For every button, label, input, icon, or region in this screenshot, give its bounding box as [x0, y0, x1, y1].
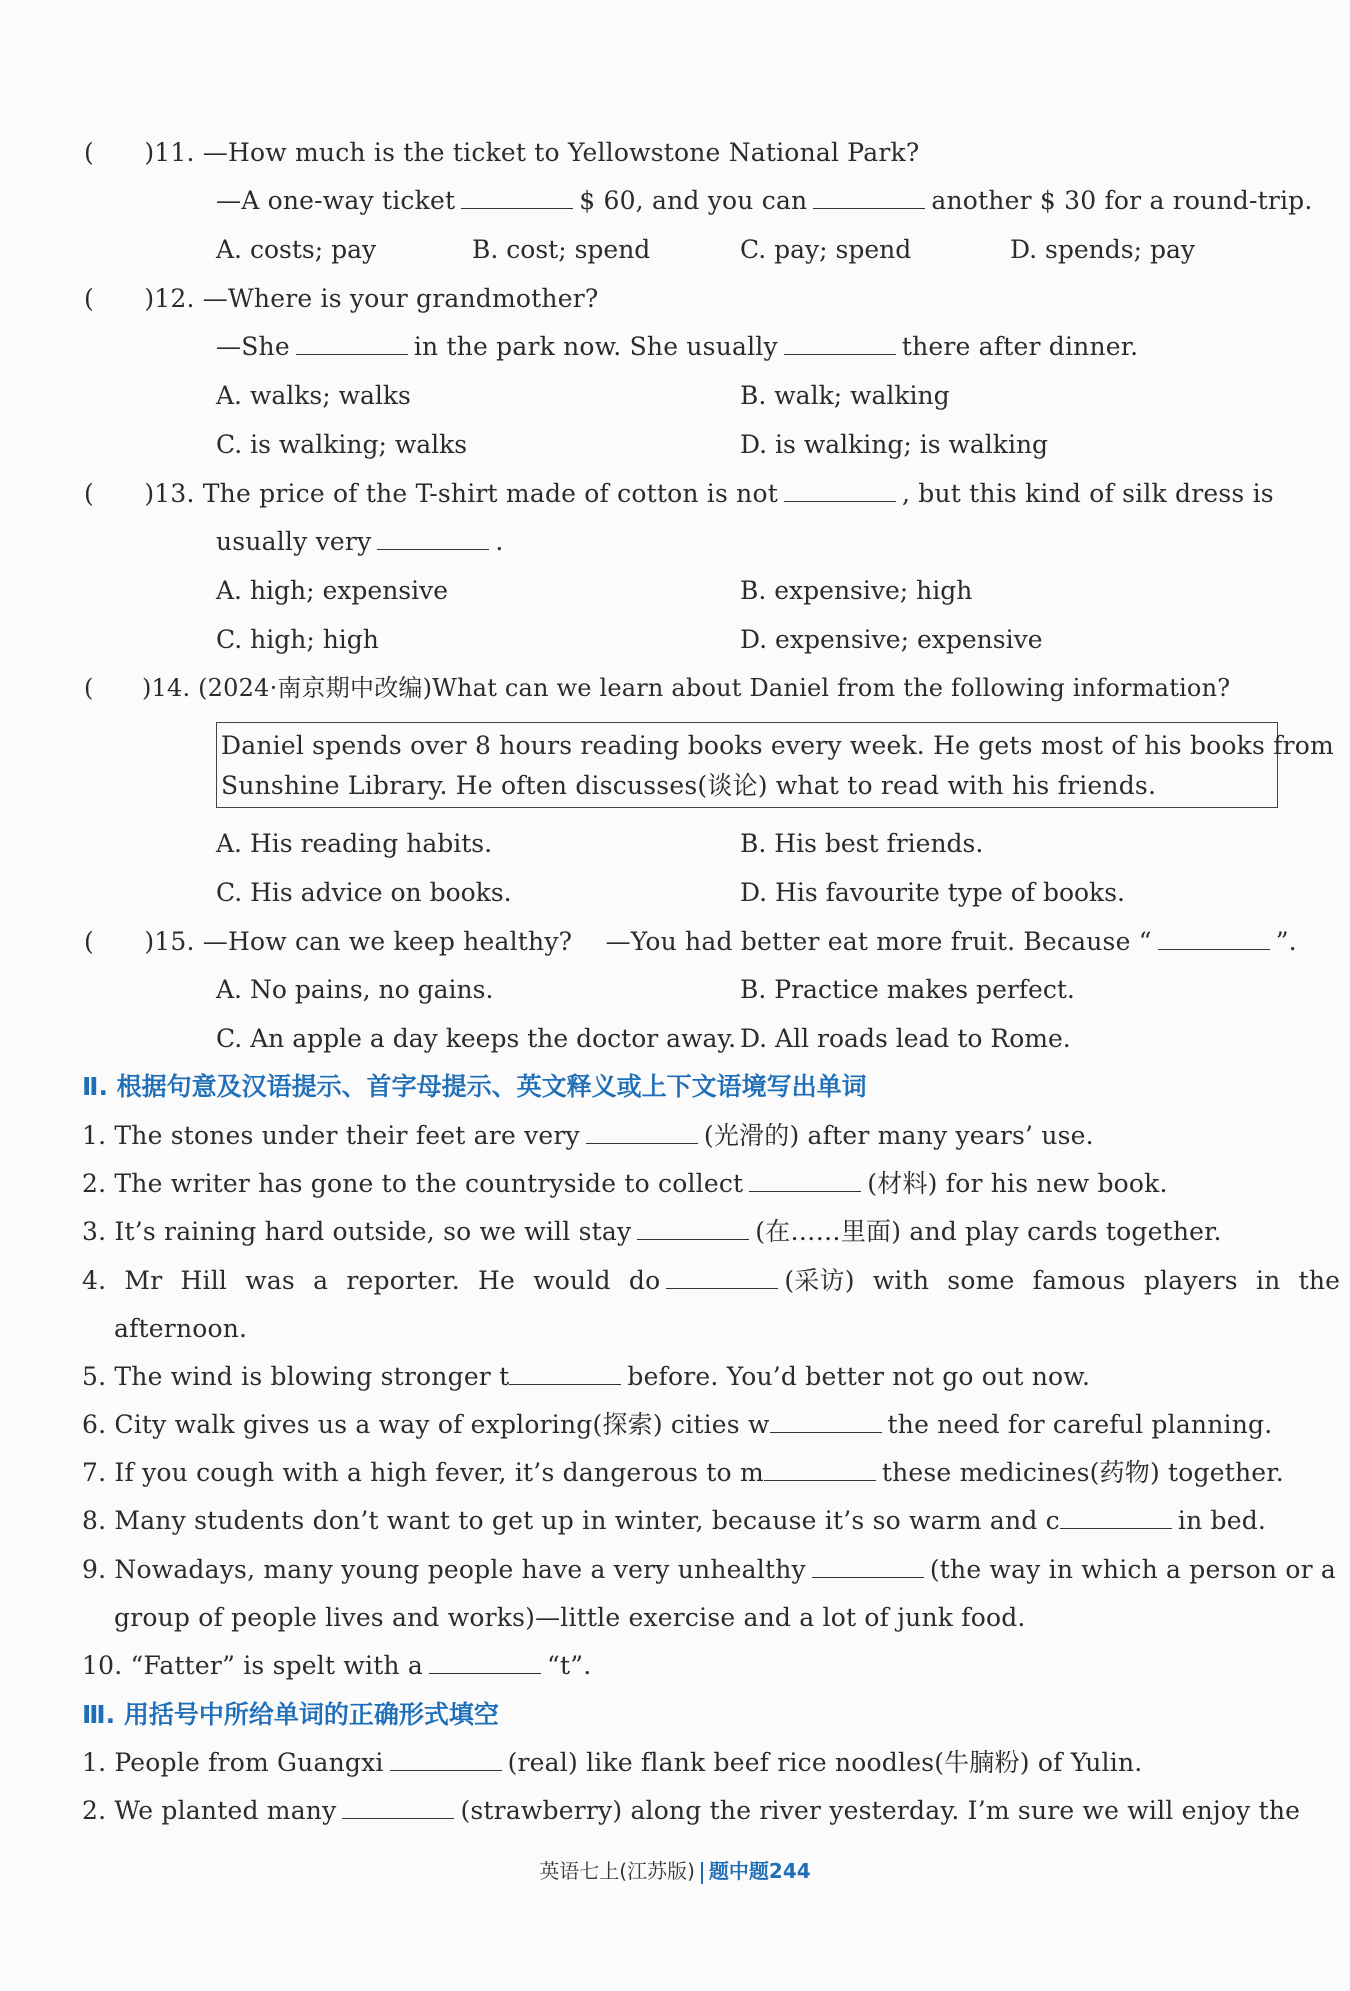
- list-item: 2. The writer has gone to the countryside to collect (材料) for his new book.: [82, 1169, 1168, 1198]
- question-12-line2: —She in the park now. She usually there after dinner.: [216, 332, 1139, 361]
- question-11-line2: —A one-way ticket $ 60, and you can another $ 30 for a round-trip.: [216, 186, 1313, 215]
- option-d: D. spends; pay: [1010, 235, 1196, 264]
- footer-book-title: 英语七上(江苏版): [539, 1859, 695, 1883]
- option-d: D. All roads lead to Rome.: [740, 1024, 1071, 1053]
- option-c: C. His advice on books.: [216, 878, 512, 907]
- option-a: A. His reading habits.: [216, 829, 493, 858]
- list-item-continuation: afternoon.: [114, 1314, 248, 1343]
- list-item: 8. Many students don’t want to get up in winter, because it’s so warm and c in bed.: [82, 1506, 1267, 1535]
- option-d: D. His favourite type of books.: [740, 878, 1125, 907]
- page-footer: [0, 1855, 1350, 1884]
- answer-blank[interactable]: [813, 186, 925, 209]
- option-b: B. expensive; high: [740, 576, 973, 605]
- answer-blank[interactable]: [1060, 1506, 1172, 1529]
- question-12-stem: ( )12. —Where is your grandmother?: [84, 284, 599, 313]
- option-a: A. costs; pay: [216, 235, 377, 264]
- option-b: B. cost; spend: [472, 235, 651, 264]
- option-a: A. No pains, no gains.: [216, 975, 494, 1004]
- option-d: D. is walking; is walking: [740, 430, 1049, 459]
- answer-blank[interactable]: [461, 186, 573, 209]
- answer-blank[interactable]: [296, 332, 408, 355]
- answer-blank[interactable]: [770, 1410, 882, 1433]
- list-item-continuation: group of people lives and works)—little exercise and a lot of junk food.: [114, 1603, 1026, 1632]
- answer-blank[interactable]: [342, 1796, 454, 1819]
- answer-blank[interactable]: [429, 1651, 541, 1674]
- answer-blank[interactable]: [586, 1121, 698, 1144]
- footer-divider: [701, 1862, 703, 1884]
- option-a: A. high; expensive: [216, 576, 449, 605]
- list-item: 4. Mr Hill was a reporter. He would do (采访) with some famous players in the: [82, 1266, 1341, 1295]
- list-item: 9. Nowadays, many young people have a very unhealthy (the way in which a person or a: [82, 1555, 1337, 1584]
- list-item: 2. We planted many (strawberry) along the river yesterday. I’m sure we will enjoy the: [82, 1796, 1301, 1825]
- info-box-line-1: Daniel spends over 8 hours reading books every week. He gets most of his books from: [221, 731, 1334, 760]
- answer-blank[interactable]: [377, 527, 489, 550]
- list-item: 1. People from Guangxi (real) like flank beef rice noodles(牛腩粉) of Yulin.: [82, 1748, 1143, 1777]
- list-item: 6. City walk gives us a way of exploring(探索) cities w the need for careful planning.: [82, 1410, 1273, 1439]
- list-item: 1. The stones under their feet are very (光滑的) after many years’ use.: [82, 1121, 1094, 1150]
- info-box-line-2: Sunshine Library. He often discusses(谈论) what to read with his friends.: [221, 771, 1157, 800]
- option-a: A. walks; walks: [216, 381, 411, 410]
- section-2-title: Ⅱ. 根据句意及汉语提示、首字母提示、英文释义或上下文语境写出单词: [82, 1072, 867, 1101]
- answer-blank[interactable]: [390, 1748, 502, 1771]
- question-14-stem: ( )14. (2024·南京期中改编)What can we learn about Daniel from the following information?: [84, 674, 1231, 702]
- question-13-line2: usually very .: [216, 527, 504, 556]
- answer-blank[interactable]: [1158, 927, 1270, 950]
- answer-blank[interactable]: [784, 479, 896, 502]
- answer-blank[interactable]: [509, 1362, 621, 1385]
- question-11-stem: ( )11. —How much is the ticket to Yellowstone National Park?: [84, 138, 920, 167]
- answer-blank[interactable]: [812, 1555, 924, 1578]
- option-b: B. His best friends.: [740, 829, 984, 858]
- question-13-stem: ( )13. The price of the T-shirt made of cotton is not , but this kind of silk dress is: [84, 479, 1274, 508]
- option-c: C. pay; spend: [740, 235, 912, 264]
- option-c: C. high; high: [216, 625, 379, 654]
- list-item: 5. The wind is blowing stronger t before. You’d better not go out now.: [82, 1362, 1091, 1391]
- option-b: B. walk; walking: [740, 381, 950, 410]
- list-item: 7. If you cough with a high fever, it’s dangerous to m these medicines(药物) together.: [82, 1458, 1284, 1487]
- option-d: D. expensive; expensive: [740, 625, 1043, 654]
- section-3-title: Ⅲ. 用括号中所给单词的正确形式填空: [82, 1700, 499, 1729]
- footer-page-number: 题中题244: [708, 1859, 811, 1883]
- info-box: [216, 722, 1334, 808]
- option-c: C. An apple a day keeps the doctor away.: [216, 1024, 737, 1053]
- option-b: B. Practice makes perfect.: [740, 975, 1075, 1004]
- answer-blank[interactable]: [637, 1217, 749, 1240]
- option-c: C. is walking; walks: [216, 430, 468, 459]
- answer-blank[interactable]: [784, 332, 896, 355]
- list-item: 10. “Fatter” is spelt with a “t”.: [82, 1651, 592, 1680]
- list-item: 3. It’s raining hard outside, so we will stay (在……里面) and play cards together.: [82, 1217, 1222, 1246]
- answer-blank[interactable]: [666, 1266, 778, 1289]
- answer-blank[interactable]: [749, 1169, 861, 1192]
- answer-blank[interactable]: [764, 1458, 876, 1481]
- question-15-stem: ( )15. —How can we keep healthy? —You had better eat more fruit. Because “ ”.: [84, 927, 1297, 956]
